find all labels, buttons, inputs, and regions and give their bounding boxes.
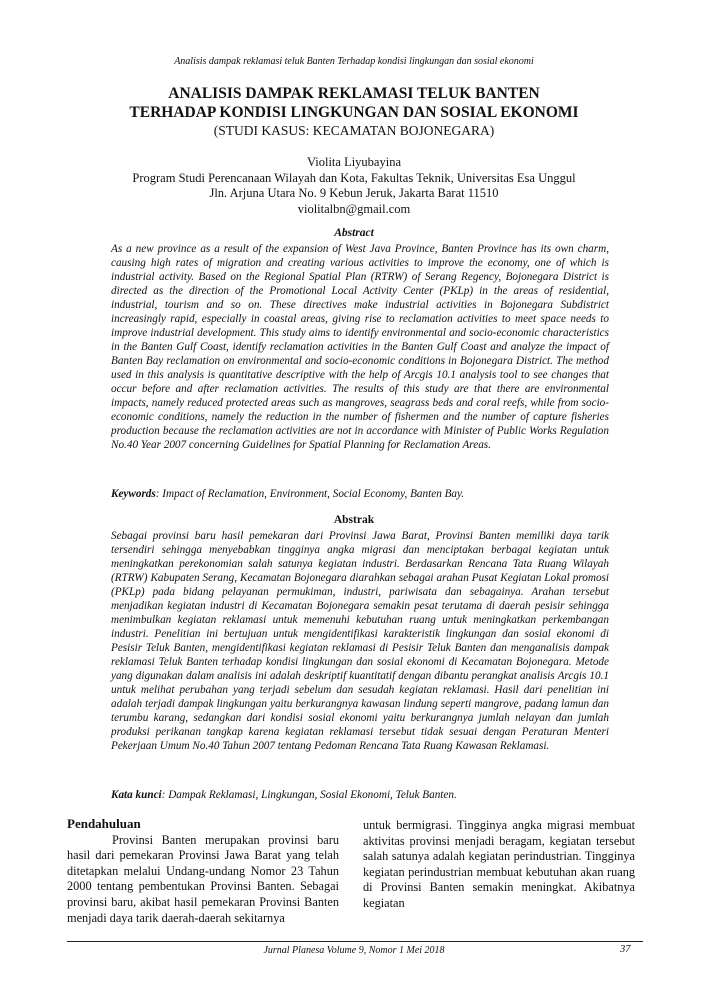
body-column-right	[363, 818, 635, 912]
journal-footer: Jurnal Planesa Volume 9, Nomor 1 Mei 2018	[263, 945, 445, 956]
author-email: violitalbn@gmail.com	[297, 201, 411, 216]
paper-title-line-1: ANALISIS DAMPAK REKLAMASI TELUK BANTEN	[168, 85, 540, 102]
keywords-id-text: : Dampak Reklamasi, Lingkungan, Sosial Ekonomi, Teluk Banten.	[161, 789, 457, 801]
page-number: 37	[620, 944, 631, 955]
body-paragraph-right: untuk bermigrasi. Tingginya angka migrasi membuat aktivitas provinsi menjadi beragam, kegiatan tersebut salah satunya adalah kegiatan perindustrian. Tingginya kegiatan perindustrian membuat kebutuhan akan ruang di Provinsi Banten semakin meningkat. Akibatnya kegiatan	[363, 818, 635, 910]
body-paragraph-left: Provinsi Banten merupakan provinsi baru hasil dari pemekaran Provinsi Jawa Barat yang telah ditetapkan melalui Undang-undang Nomor 23 Tahun 2000 tentang pembentukan Provinsi Banten. Sebagai provinsi baru, akibat hasil pemekaran Provinsi Banten menjadi daya tarik daerah-daerah sekitarnya	[67, 832, 339, 925]
keywords-en-text: : Impact of Reclamation, Environment, Social Economy, Banten Bay.	[155, 488, 465, 500]
title-block	[60, 84, 648, 139]
paper-title-line-2: TERHADAP KONDISI LINGKUNGAN DAN SOSIAL EKONOMI	[129, 104, 579, 121]
section-heading-pendahuluan: Pendahuluan	[67, 816, 141, 831]
author-address: Jln. Arjuna Utara No. 9 Kebun Jeruk, Jakarta Barat 11510	[209, 186, 499, 200]
running-header: Analisis dampak reklamasi teluk Banten Terhadap kondisi lingkungan dan sosial ekonomi	[174, 56, 534, 67]
footer-divider	[67, 941, 643, 942]
paper-subtitle: (STUDI KASUS: KECAMATAN BOJONEGARA)	[213, 123, 495, 138]
body-column-left	[67, 816, 339, 926]
abstract-id-heading: Abstrak	[333, 514, 375, 526]
author-block	[60, 155, 648, 217]
abstract-id-body: Sebagai provinsi baru hasil pemekaran dari Provinsi Jawa Barat, Provinsi Banten memiliki daya tarik tersendiri sehingga menyebabkan tingginya angka migrasi dan menciptakan berbagai kegiatan untuk meningkatkan perekonomian salah satunya kegiatan industri. Berdasarkan Rencana Tata Ruang Wilayah (RTRW) Kabupaten Serang, Kecamatan Bojonegara diarahkan sebagai arahan Pusat Kegiatan Lokal promosi (PKLp) pada bidang pelayanan permukiman, industri, pariwisata dan sebagainya. Arahan tersebut menjadikan kegiatan industri di Kecamatan Bojonegara semakin pesat terutama di daerah pesisir sehingga menimbulkan kegiatan reklamasi untuk memenuhi kebutuhan ruang untuk meningkatkan perkembangan industri. Penelitian ini bertujuan untuk mengidentifikasi karakteristik lingkungan dan sosial ekonomi di Pesisir Teluk Banten, mengidentifikasi kegiatan reklamasi di Pesisir Teluk Banten dan menganalisis dampak reklamasi Teluk Banten terhadap kondisi lingkungan dan sosial ekonomi di Kecamatan Bojonegara. Metode yang digunakan dalam analisis ini adalah deskriptif kuantitatif dengan dibantu perangkat analisis Arcgis 10.1 untuk melihat perubahan yang terjadi sebelum dan sesudah kegiatan reklamasi. Hasil dari penelitian ini adalah terjadi dampak lingkungan yaitu berkurangnya kawasan lindung seperti mangrove, padang lamun dan terumbu karang, sedangkan dari kondisi sosial ekonomi yaitu berkurangnya jumlah nelayan dan jumlah produksi perikanan tangkap karena kegiatan reklamasi tersebut tidak sesuai dengan Peraturan Menteri Pekerjaan Umum No.40 Tahun 2007 tentang Pedoman Rencana Tata Ruang Kawasan Reklamasi.	[111, 530, 609, 752]
keywords-en-label: Keywords	[111, 488, 156, 500]
keywords-id	[111, 789, 609, 801]
abstract-en-heading: Abstract	[334, 227, 374, 239]
author-name: Violita Liyubayina	[306, 155, 402, 169]
author-affiliation: Program Studi Perencanaan Wilayah dan Kota, Fakultas Teknik, Universitas Esa Unggul	[132, 170, 576, 185]
keywords-id-label: Kata kunci	[111, 789, 162, 801]
abstract-en-body: As a new province as a result of the expansion of West Java Province, Banten Province has its own charm, causing high rates of migration and creating various activities to improve the economy, one of which is industrial activity. Based on the Regional Spatial Plan (RTRW) of Serang Regency, Bojonegara District is directed as the direction of the Promotional Local Activity Center (PKLp) in the areas of residential, industrial, tourism and so on. These directives make industrial activities in Bojonegara Subdistrict increasingly rapid, especially in coastal areas, giving rise to reclamation activities to meet space needs to improve industrial development. This study aims to identify environmental and socio-economic characteristics in the Banten Gulf Coast, identify reclamation activities in the Banten Gulf Coast and analyze the impact of Banten Bay reclamation on environmental and socio-economic conditions in Bojonegara District. The method used in this analysis is quantitative descriptive with the help of Arcgis 10.1 analysis tool to see changes that occur before and after reclamation activities. The results of this study are that there are environmental impacts, namely reduced protected areas such as mangroves, seagrass beds and coral reefs, while from socio-economic conditions, namely the reduction in the number of fishermen and the number of capture fisheries production because the reclamation activities are not in accordance with Minister of Public Works Regulation No.40 Year 2007 concerning Guidelines for Spatial Planning for Reclamation Areas.	[111, 243, 609, 451]
keywords-en	[111, 488, 609, 500]
